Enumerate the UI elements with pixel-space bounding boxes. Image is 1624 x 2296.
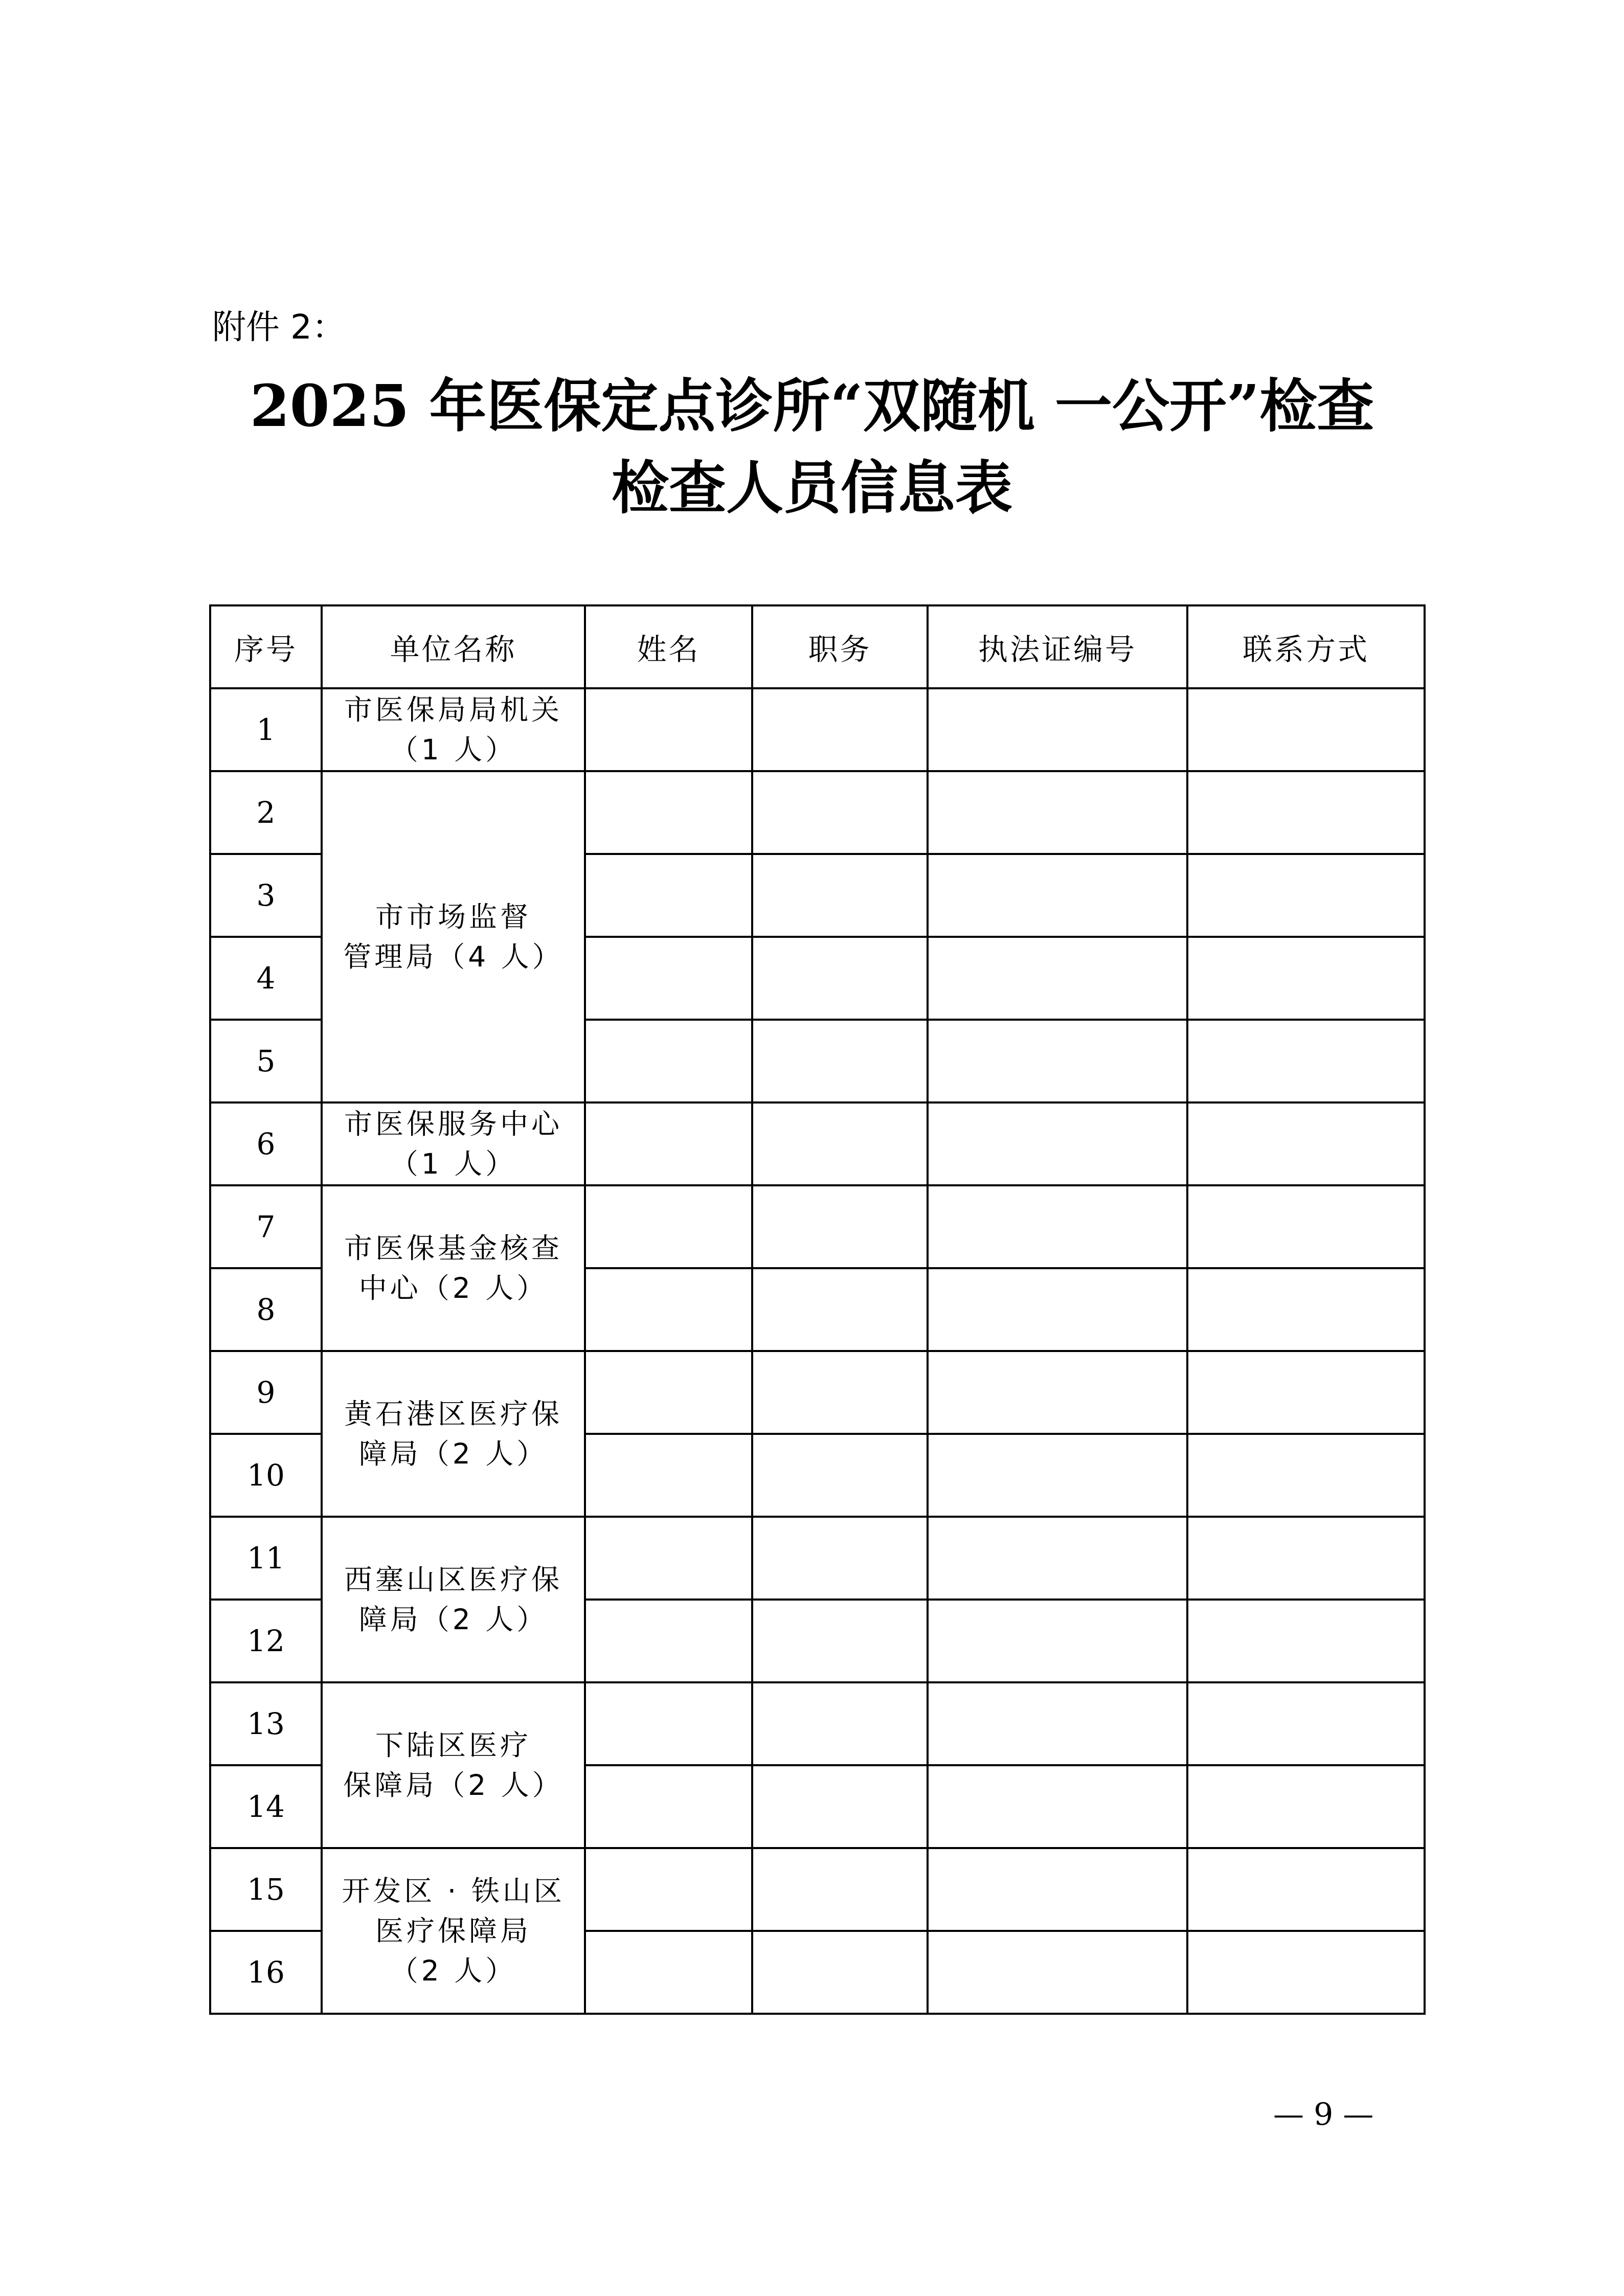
unit-name-line: 市医保基金核查 [344, 1232, 562, 1265]
contact-cell [1187, 1848, 1425, 1931]
table-row [210, 1185, 1425, 1268]
contact-cell [1187, 1931, 1425, 2014]
header-unit-name: 单位名称 [322, 605, 585, 688]
header-name: 姓名 [585, 605, 752, 688]
contact-cell [1187, 771, 1425, 854]
unit-name-line: 下陆区医疗 [375, 1729, 531, 1762]
seq-cell: 2 [210, 771, 322, 854]
table-row [210, 1351, 1425, 1434]
document-title-line-2: 检查人员信息表 [612, 455, 1012, 522]
license-number-cell [928, 1931, 1187, 2014]
contact-cell [1187, 937, 1425, 1020]
seq-cell: 4 [210, 937, 322, 1020]
name-cell [585, 1600, 752, 1682]
position-cell [752, 1102, 928, 1185]
license-number-cell [928, 1268, 1187, 1351]
contact-cell [1187, 1682, 1425, 1765]
seq-cell: 14 [210, 1765, 322, 1848]
unit-name-cell [322, 1517, 585, 1682]
name-cell [585, 1931, 752, 2014]
contact-cell [1187, 1268, 1425, 1351]
seq-cell: 7 [210, 1185, 322, 1268]
unit-name-line: （1 人） [390, 1147, 517, 1180]
unit-name-line: 市医保服务中心 [344, 1108, 562, 1140]
seq-cell: 9 [210, 1351, 322, 1434]
seq-cell: 5 [210, 1020, 322, 1102]
position-cell [752, 1682, 928, 1765]
table-row [210, 1102, 1425, 1185]
unit-name-cell [322, 1682, 585, 1848]
position-cell [752, 1268, 928, 1351]
license-number-cell [928, 1600, 1187, 1682]
attachment-label: 附件 2： [212, 307, 346, 347]
table-body [210, 688, 1425, 2014]
license-number-cell [928, 937, 1187, 1020]
name-cell [585, 1765, 752, 1848]
license-number-cell [928, 1185, 1187, 1268]
seq-cell: 3 [210, 854, 322, 937]
seq-cell: 15 [210, 1848, 322, 1931]
contact-cell [1187, 1020, 1425, 1102]
position-cell [752, 1351, 928, 1434]
license-number-cell [928, 771, 1187, 854]
unit-name-line: 市医保局局机关 [344, 693, 562, 726]
position-cell [752, 1765, 928, 1848]
table-row [210, 1682, 1425, 1765]
position-cell [752, 1848, 928, 1931]
table-row [210, 1517, 1425, 1600]
contact-cell [1187, 1185, 1425, 1268]
seq-cell: 11 [210, 1517, 322, 1600]
table-header-row [210, 605, 1425, 688]
unit-name-line: 西塞山区医疗保 [344, 1563, 562, 1596]
unit-name-cell [322, 1351, 585, 1517]
position-cell [752, 854, 928, 937]
position-cell [752, 688, 928, 771]
contact-cell [1187, 1102, 1425, 1185]
license-number-cell [928, 1020, 1187, 1102]
license-number-cell [928, 1848, 1187, 1931]
unit-name-cell [322, 1185, 585, 1351]
unit-name-line: 管理局（4 人） [343, 940, 563, 973]
inspector-info-table [209, 604, 1426, 2015]
license-number-cell [928, 1517, 1187, 1600]
license-number-cell [928, 1102, 1187, 1185]
name-cell [585, 1102, 752, 1185]
contact-cell [1187, 1600, 1425, 1682]
position-cell [752, 1600, 928, 1682]
position-cell [752, 771, 928, 854]
unit-name-line: 市市场监督 [375, 901, 531, 933]
name-cell [585, 937, 752, 1020]
unit-name-cell [322, 688, 585, 771]
unit-name-line: （2 人） [390, 1954, 517, 1987]
contact-cell [1187, 688, 1425, 771]
unit-name-line: 障局（2 人） [358, 1437, 548, 1470]
seq-cell: 1 [210, 688, 322, 771]
table-row [210, 771, 1425, 854]
header-position: 职务 [752, 605, 928, 688]
table-row [210, 1848, 1425, 1931]
header-seq: 序号 [210, 605, 322, 688]
unit-name-line: 中心（2 人） [358, 1272, 548, 1304]
header-license-number: 执法证编号 [928, 605, 1187, 688]
name-cell [585, 1185, 752, 1268]
name-cell [585, 1848, 752, 1931]
document-title-line-1: 2025 年医保定点诊所“双随机 一公开”检查 [250, 373, 1374, 440]
name-cell [585, 771, 752, 854]
unit-name-line: 开发区 · 铁山区 [342, 1875, 565, 1907]
unit-name-line: 障局（2 人） [358, 1603, 548, 1636]
position-cell [752, 1931, 928, 2014]
name-cell [585, 854, 752, 937]
position-cell [752, 1517, 928, 1600]
name-cell [585, 1268, 752, 1351]
license-number-cell [928, 854, 1187, 937]
contact-cell [1187, 1434, 1425, 1517]
seq-cell: 13 [210, 1682, 322, 1765]
name-cell [585, 1020, 752, 1102]
unit-name-line: 医疗保障局 [375, 1915, 531, 1947]
name-cell [585, 1434, 752, 1517]
seq-cell: 8 [210, 1268, 322, 1351]
license-number-cell [928, 1434, 1187, 1517]
name-cell [585, 688, 752, 771]
page-number: — 9 — [1273, 2097, 1374, 2132]
unit-name-cell [322, 1848, 585, 2014]
position-cell [752, 937, 928, 1020]
unit-name-line: （1 人） [390, 733, 517, 766]
license-number-cell [928, 688, 1187, 771]
contact-cell [1187, 1765, 1425, 1848]
seq-cell: 16 [210, 1931, 322, 2014]
unit-name-cell [322, 1102, 585, 1185]
contact-cell [1187, 854, 1425, 937]
header-contact: 联系方式 [1187, 605, 1425, 688]
unit-name-line: 黄石港区医疗保 [344, 1398, 562, 1430]
unit-name-line: 保障局（2 人） [343, 1769, 563, 1802]
license-number-cell [928, 1765, 1187, 1848]
license-number-cell [928, 1682, 1187, 1765]
contact-cell [1187, 1351, 1425, 1434]
position-cell [752, 1020, 928, 1102]
contact-cell [1187, 1517, 1425, 1600]
name-cell [585, 1351, 752, 1434]
name-cell [585, 1517, 752, 1600]
position-cell [752, 1185, 928, 1268]
table-row [210, 688, 1425, 771]
seq-cell: 12 [210, 1600, 322, 1682]
name-cell [585, 1682, 752, 1765]
seq-cell: 10 [210, 1434, 322, 1517]
position-cell [752, 1434, 928, 1517]
unit-name-cell [322, 771, 585, 1102]
seq-cell: 6 [210, 1102, 322, 1185]
license-number-cell [928, 1351, 1187, 1434]
